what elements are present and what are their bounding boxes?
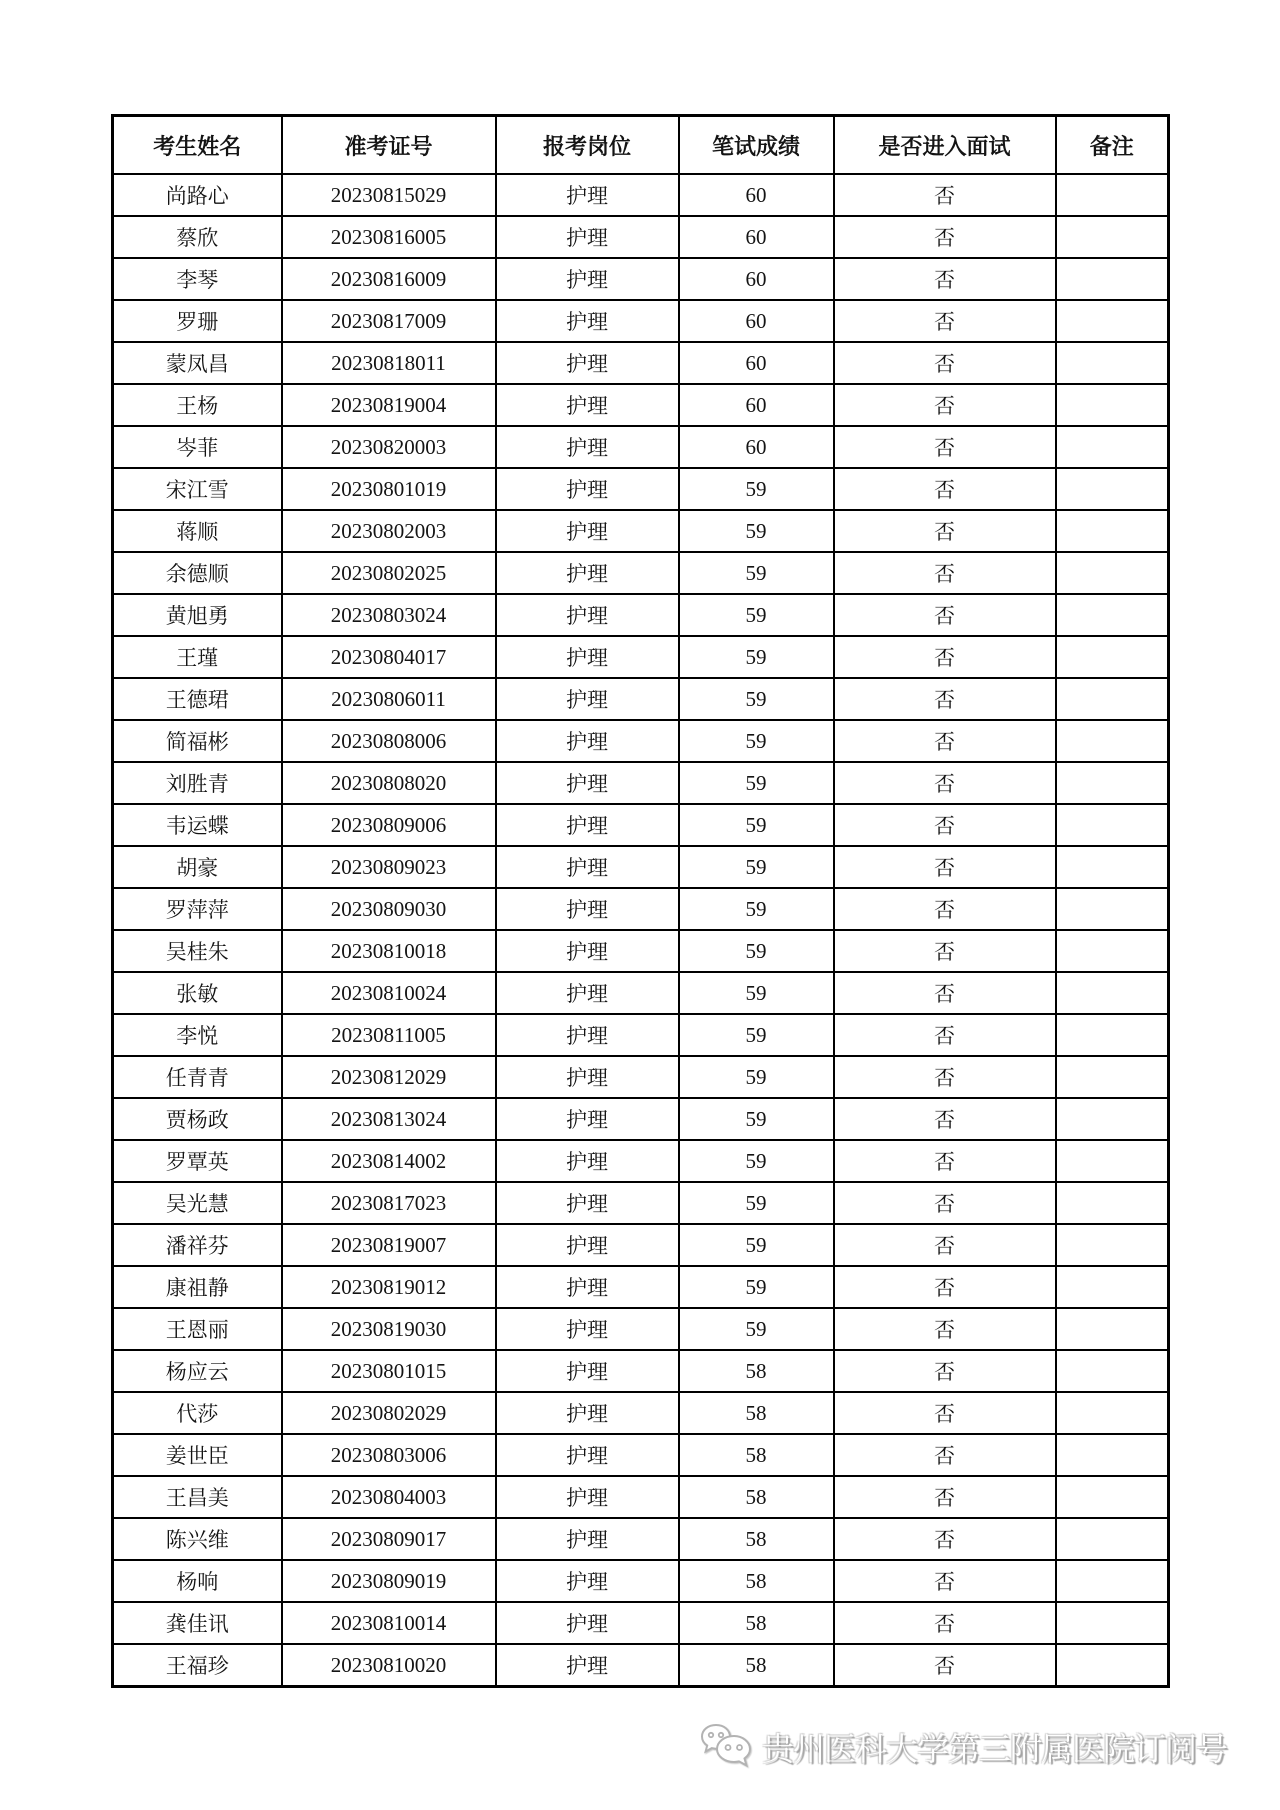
cell-exam_no: 20230817009 — [282, 300, 496, 342]
cell-exam_no: 20230801019 — [282, 468, 496, 510]
cell-interview: 否 — [834, 762, 1056, 804]
cell-name: 蒙凤昌 — [113, 342, 282, 384]
cell-remark — [1056, 930, 1169, 972]
cell-interview: 否 — [834, 1434, 1056, 1476]
cell-exam_no: 20230819004 — [282, 384, 496, 426]
cell-name: 李琴 — [113, 258, 282, 300]
table-row — [113, 1518, 1169, 1560]
cell-remark — [1056, 1182, 1169, 1224]
cell-interview: 否 — [834, 1518, 1056, 1560]
cell-score: 58 — [679, 1434, 834, 1476]
cell-interview: 否 — [834, 384, 1056, 426]
cell-position: 护理 — [496, 804, 679, 846]
cell-score: 59 — [679, 1182, 834, 1224]
cell-name: 吴光慧 — [113, 1182, 282, 1224]
cell-position: 护理 — [496, 888, 679, 930]
table-row — [113, 804, 1169, 846]
cell-remark — [1056, 1140, 1169, 1182]
cell-name: 王杨 — [113, 384, 282, 426]
cell-exam_no: 20230820003 — [282, 426, 496, 468]
cell-interview: 否 — [834, 510, 1056, 552]
cell-interview: 否 — [834, 1056, 1056, 1098]
cell-exam_no: 20230808020 — [282, 762, 496, 804]
table-row — [113, 510, 1169, 552]
cell-remark — [1056, 1056, 1169, 1098]
cell-exam_no: 20230816009 — [282, 258, 496, 300]
column-header-5: 备注 — [1056, 116, 1169, 175]
cell-position: 护理 — [496, 1182, 679, 1224]
cell-name: 尚路心 — [113, 174, 282, 216]
cell-score: 59 — [679, 720, 834, 762]
cell-name: 王福珍 — [113, 1644, 282, 1687]
cell-interview: 否 — [834, 972, 1056, 1014]
cell-remark — [1056, 510, 1169, 552]
cell-exam_no: 20230809017 — [282, 1518, 496, 1560]
cell-score: 58 — [679, 1602, 834, 1644]
cell-exam_no: 20230809030 — [282, 888, 496, 930]
cell-remark — [1056, 1560, 1169, 1602]
cell-interview: 否 — [834, 1602, 1056, 1644]
cell-interview: 否 — [834, 1308, 1056, 1350]
table-row — [113, 342, 1169, 384]
cell-score: 59 — [679, 930, 834, 972]
cell-name: 蒋顺 — [113, 510, 282, 552]
cell-interview: 否 — [834, 1644, 1056, 1687]
table-row — [113, 1140, 1169, 1182]
cell-interview: 否 — [834, 804, 1056, 846]
cell-remark — [1056, 1308, 1169, 1350]
cell-interview: 否 — [834, 888, 1056, 930]
table-row — [113, 216, 1169, 258]
table-row — [113, 300, 1169, 342]
cell-position: 护理 — [496, 1224, 679, 1266]
cell-remark — [1056, 1476, 1169, 1518]
column-header-1: 准考证号 — [282, 116, 496, 175]
cell-name: 王德珺 — [113, 678, 282, 720]
cell-position: 护理 — [496, 1350, 679, 1392]
cell-position: 护理 — [496, 300, 679, 342]
cell-score: 60 — [679, 426, 834, 468]
cell-name: 罗珊 — [113, 300, 282, 342]
cell-exam_no: 20230819012 — [282, 1266, 496, 1308]
cell-remark — [1056, 846, 1169, 888]
table-row — [113, 720, 1169, 762]
wechat-icon — [697, 1722, 755, 1772]
cell-remark — [1056, 1518, 1169, 1560]
cell-position: 护理 — [496, 636, 679, 678]
cell-exam_no: 20230811005 — [282, 1014, 496, 1056]
cell-name: 姜世臣 — [113, 1434, 282, 1476]
cell-position: 护理 — [496, 1266, 679, 1308]
cell-score: 58 — [679, 1476, 834, 1518]
table-row — [113, 636, 1169, 678]
cell-score: 58 — [679, 1392, 834, 1434]
cell-position: 护理 — [496, 1098, 679, 1140]
cell-exam_no: 20230819007 — [282, 1224, 496, 1266]
cell-interview: 否 — [834, 1098, 1056, 1140]
cell-name: 简福彬 — [113, 720, 282, 762]
cell-score: 60 — [679, 258, 834, 300]
cell-score: 60 — [679, 300, 834, 342]
exam-results-table — [111, 114, 1170, 1688]
official-account-name: 贵州医科大学第三附属医院订阅号 — [762, 1731, 1228, 1767]
cell-score: 59 — [679, 1014, 834, 1056]
cell-name: 龚佳讯 — [113, 1602, 282, 1644]
cell-position: 护理 — [496, 1560, 679, 1602]
cell-name: 刘胜青 — [113, 762, 282, 804]
cell-exam_no: 20230809019 — [282, 1560, 496, 1602]
table-row — [113, 258, 1169, 300]
cell-remark — [1056, 1434, 1169, 1476]
table-row — [113, 1056, 1169, 1098]
cell-score: 59 — [679, 1224, 834, 1266]
cell-score: 59 — [679, 468, 834, 510]
cell-exam_no: 20230810014 — [282, 1602, 496, 1644]
cell-remark — [1056, 720, 1169, 762]
exam-results-table-container — [111, 114, 1170, 1688]
cell-position: 护理 — [496, 1140, 679, 1182]
column-header-3: 笔试成绩 — [679, 116, 834, 175]
cell-remark — [1056, 1266, 1169, 1308]
cell-position: 护理 — [496, 594, 679, 636]
cell-exam_no: 20230810020 — [282, 1644, 496, 1687]
cell-remark — [1056, 216, 1169, 258]
cell-exam_no: 20230809023 — [282, 846, 496, 888]
table-row — [113, 1308, 1169, 1350]
table-row — [113, 1476, 1169, 1518]
cell-position: 护理 — [496, 510, 679, 552]
cell-exam_no: 20230816005 — [282, 216, 496, 258]
cell-remark — [1056, 1392, 1169, 1434]
cell-name: 康祖静 — [113, 1266, 282, 1308]
cell-position: 护理 — [496, 930, 679, 972]
cell-name: 贾杨政 — [113, 1098, 282, 1140]
cell-name: 宋江雪 — [113, 468, 282, 510]
table-row — [113, 972, 1169, 1014]
cell-position: 护理 — [496, 846, 679, 888]
cell-remark — [1056, 804, 1169, 846]
cell-remark — [1056, 552, 1169, 594]
cell-exam_no: 20230801015 — [282, 1350, 496, 1392]
cell-exam_no: 20230808006 — [282, 720, 496, 762]
cell-remark — [1056, 174, 1169, 216]
cell-interview: 否 — [834, 468, 1056, 510]
table-row — [113, 384, 1169, 426]
cell-interview: 否 — [834, 426, 1056, 468]
cell-remark — [1056, 1602, 1169, 1644]
cell-interview: 否 — [834, 1350, 1056, 1392]
cell-exam_no: 20230815029 — [282, 174, 496, 216]
cell-interview: 否 — [834, 846, 1056, 888]
cell-remark — [1056, 258, 1169, 300]
cell-interview: 否 — [834, 636, 1056, 678]
cell-exam_no: 20230810024 — [282, 972, 496, 1014]
cell-name: 陈兴维 — [113, 1518, 282, 1560]
cell-remark — [1056, 426, 1169, 468]
cell-interview: 否 — [834, 216, 1056, 258]
cell-interview: 否 — [834, 342, 1056, 384]
cell-interview: 否 — [834, 720, 1056, 762]
table-row — [113, 1014, 1169, 1056]
cell-name: 王瑾 — [113, 636, 282, 678]
cell-name: 李悦 — [113, 1014, 282, 1056]
cell-position: 护理 — [496, 1518, 679, 1560]
cell-position: 护理 — [496, 1308, 679, 1350]
cell-position: 护理 — [496, 720, 679, 762]
cell-remark — [1056, 888, 1169, 930]
table-row — [113, 1434, 1169, 1476]
cell-name: 胡豪 — [113, 846, 282, 888]
cell-remark — [1056, 384, 1169, 426]
cell-position: 护理 — [496, 552, 679, 594]
cell-name: 黄旭勇 — [113, 594, 282, 636]
cell-remark — [1056, 1350, 1169, 1392]
cell-exam_no: 20230803024 — [282, 594, 496, 636]
cell-exam_no: 20230804003 — [282, 1476, 496, 1518]
table-row — [113, 678, 1169, 720]
cell-position: 护理 — [496, 174, 679, 216]
cell-interview: 否 — [834, 174, 1056, 216]
cell-remark — [1056, 1014, 1169, 1056]
cell-position: 护理 — [496, 468, 679, 510]
cell-score: 58 — [679, 1644, 834, 1687]
cell-exam_no: 20230818011 — [282, 342, 496, 384]
cell-interview: 否 — [834, 1560, 1056, 1602]
cell-name: 杨应云 — [113, 1350, 282, 1392]
cell-exam_no: 20230809006 — [282, 804, 496, 846]
cell-exam_no: 20230806011 — [282, 678, 496, 720]
table-row — [113, 1560, 1169, 1602]
table-row — [113, 1350, 1169, 1392]
cell-interview: 否 — [834, 258, 1056, 300]
cell-score: 59 — [679, 1266, 834, 1308]
table-row — [113, 1602, 1169, 1644]
cell-position: 护理 — [496, 1644, 679, 1687]
cell-exam_no: 20230814002 — [282, 1140, 496, 1182]
cell-name: 王昌美 — [113, 1476, 282, 1518]
cell-interview: 否 — [834, 1392, 1056, 1434]
table-row — [113, 1266, 1169, 1308]
cell-exam_no: 20230812029 — [282, 1056, 496, 1098]
cell-score: 59 — [679, 888, 834, 930]
cell-position: 护理 — [496, 1602, 679, 1644]
cell-name: 王恩丽 — [113, 1308, 282, 1350]
cell-score: 59 — [679, 804, 834, 846]
cell-interview: 否 — [834, 1182, 1056, 1224]
cell-remark — [1056, 762, 1169, 804]
cell-name: 韦运蝶 — [113, 804, 282, 846]
cell-position: 护理 — [496, 342, 679, 384]
cell-exam_no: 20230802025 — [282, 552, 496, 594]
cell-name: 任青青 — [113, 1056, 282, 1098]
cell-score: 58 — [679, 1518, 834, 1560]
cell-interview: 否 — [834, 1140, 1056, 1182]
cell-interview: 否 — [834, 552, 1056, 594]
cell-score: 59 — [679, 594, 834, 636]
cell-score: 59 — [679, 1098, 834, 1140]
cell-name: 潘祥芬 — [113, 1224, 282, 1266]
cell-name: 罗覃英 — [113, 1140, 282, 1182]
column-header-4: 是否进入面试 — [834, 116, 1056, 175]
table-row — [113, 1644, 1169, 1687]
cell-remark — [1056, 1644, 1169, 1687]
table-row — [113, 594, 1169, 636]
cell-score: 58 — [679, 1560, 834, 1602]
cell-interview: 否 — [834, 1224, 1056, 1266]
table-row — [113, 468, 1169, 510]
table-row — [113, 1224, 1169, 1266]
cell-name: 吴桂朱 — [113, 930, 282, 972]
cell-score: 59 — [679, 762, 834, 804]
cell-score: 59 — [679, 1308, 834, 1350]
cell-remark — [1056, 1098, 1169, 1140]
cell-score: 58 — [679, 1350, 834, 1392]
cell-score: 60 — [679, 384, 834, 426]
cell-position: 护理 — [496, 216, 679, 258]
results-table-body — [113, 174, 1169, 1687]
cell-name: 蔡欣 — [113, 216, 282, 258]
table-row — [113, 174, 1169, 216]
cell-name: 罗萍萍 — [113, 888, 282, 930]
cell-name: 岑菲 — [113, 426, 282, 468]
cell-position: 护理 — [496, 1392, 679, 1434]
cell-position: 护理 — [496, 384, 679, 426]
cell-exam_no: 20230810018 — [282, 930, 496, 972]
cell-remark — [1056, 636, 1169, 678]
cell-interview: 否 — [834, 678, 1056, 720]
table-row — [113, 1392, 1169, 1434]
column-header-2: 报考岗位 — [496, 116, 679, 175]
cell-interview: 否 — [834, 1266, 1056, 1308]
cell-position: 护理 — [496, 678, 679, 720]
cell-position: 护理 — [496, 1056, 679, 1098]
table-row — [113, 552, 1169, 594]
table-row — [113, 1182, 1169, 1224]
table-row — [113, 426, 1169, 468]
cell-exam_no: 20230804017 — [282, 636, 496, 678]
cell-exam_no: 20230802003 — [282, 510, 496, 552]
cell-exam_no: 20230819030 — [282, 1308, 496, 1350]
cell-remark — [1056, 972, 1169, 1014]
cell-interview: 否 — [834, 930, 1056, 972]
cell-position: 护理 — [496, 972, 679, 1014]
cell-name: 张敏 — [113, 972, 282, 1014]
cell-remark — [1056, 1224, 1169, 1266]
header-row — [113, 116, 1169, 175]
cell-exam_no: 20230817023 — [282, 1182, 496, 1224]
table-row — [113, 888, 1169, 930]
cell-remark — [1056, 678, 1169, 720]
cell-interview: 否 — [834, 300, 1056, 342]
cell-exam_no: 20230813024 — [282, 1098, 496, 1140]
cell-score: 59 — [679, 636, 834, 678]
cell-score: 59 — [679, 1056, 834, 1098]
cell-score: 60 — [679, 342, 834, 384]
cell-score: 59 — [679, 510, 834, 552]
cell-position: 护理 — [496, 258, 679, 300]
cell-exam_no: 20230802029 — [282, 1392, 496, 1434]
cell-score: 59 — [679, 1140, 834, 1182]
cell-score: 60 — [679, 174, 834, 216]
cell-score: 59 — [679, 678, 834, 720]
cell-score: 59 — [679, 552, 834, 594]
cell-position: 护理 — [496, 1476, 679, 1518]
cell-remark — [1056, 594, 1169, 636]
cell-remark — [1056, 342, 1169, 384]
official-account-watermark — [697, 1722, 1227, 1772]
cell-remark — [1056, 300, 1169, 342]
cell-score: 59 — [679, 846, 834, 888]
cell-interview: 否 — [834, 1476, 1056, 1518]
table-row — [113, 1098, 1169, 1140]
cell-position: 护理 — [496, 1434, 679, 1476]
cell-exam_no: 20230803006 — [282, 1434, 496, 1476]
column-header-0: 考生姓名 — [113, 116, 282, 175]
table-row — [113, 930, 1169, 972]
cell-interview: 否 — [834, 594, 1056, 636]
cell-interview: 否 — [834, 1014, 1056, 1056]
cell-name: 代莎 — [113, 1392, 282, 1434]
cell-score: 60 — [679, 216, 834, 258]
table-row — [113, 762, 1169, 804]
cell-name: 杨响 — [113, 1560, 282, 1602]
cell-position: 护理 — [496, 426, 679, 468]
cell-position: 护理 — [496, 762, 679, 804]
cell-score: 59 — [679, 972, 834, 1014]
cell-remark — [1056, 468, 1169, 510]
cell-position: 护理 — [496, 1014, 679, 1056]
table-row — [113, 846, 1169, 888]
cell-name: 余德顺 — [113, 552, 282, 594]
